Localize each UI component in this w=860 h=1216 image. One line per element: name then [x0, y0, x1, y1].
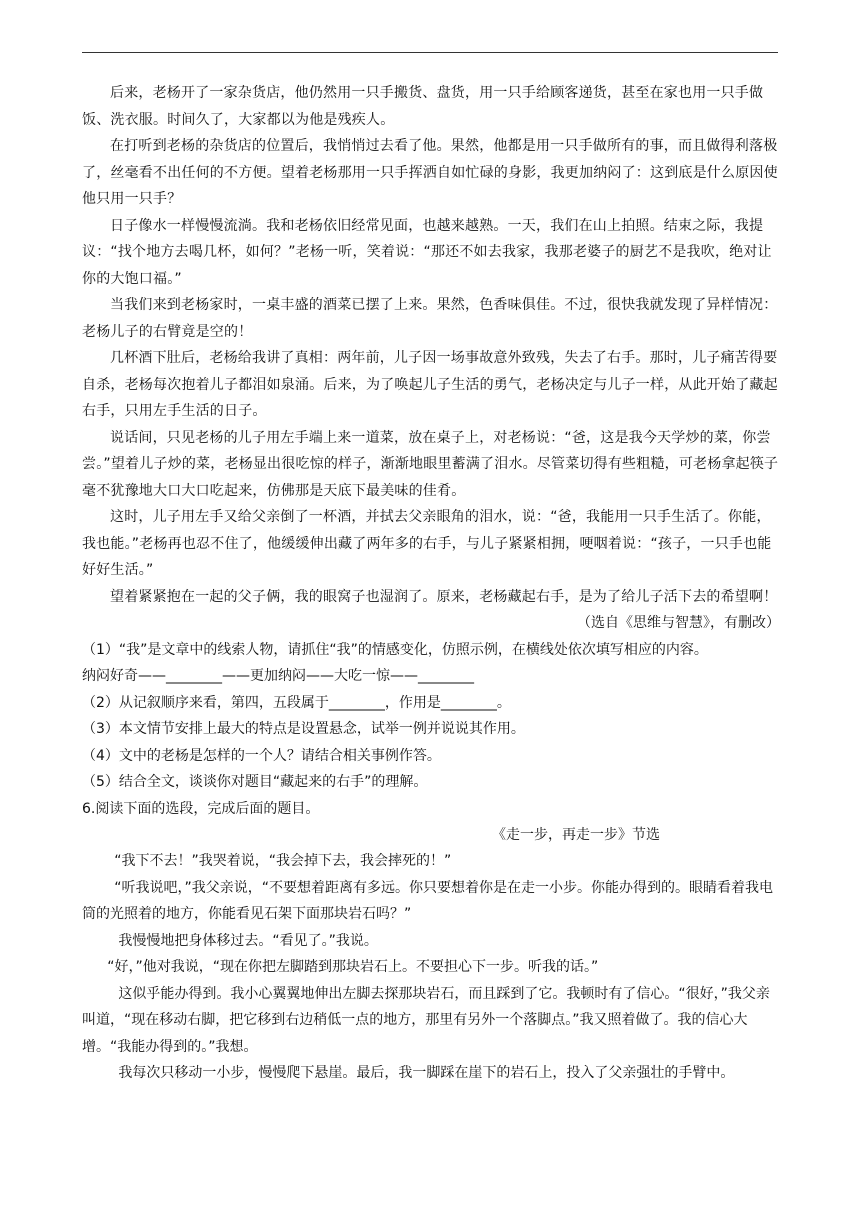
question-1: （1）“我”是文章中的线索人物，请抓住“我”的情感变化，仿照示例，在横线处依次填写相应的内容。 — [82, 641, 708, 658]
paragraph-6: 说话间，只见老杨的儿子用左手端上来一道菜，放在桌子上，对老杨说：“爸，这是我今天学炒的菜，你尝尝。”望着儿子炒的菜，老杨显出很吃惊的样子，渐渐地眼里蓄满了泪水。尽管菜切得有些粗糙，可老杨拿起筷子毫不犹豫地大口大口吃起来，仿佛那是天底下最美味的佳肴。 — [82, 429, 779, 499]
paragraph-3: 日子像水一样慢慢流淌。我和老杨依旧经常见面，也越来越熟。一天，我们在山上拍照。结束之际，我提议：“找个地方去喝几杯，如何？”老杨一听，笑着说：“那还不如去我家，我那老婆子的厨艺不是我吹，绝对让你的大饱口福。” — [82, 217, 772, 287]
paragraph-2: 在打听到老杨的杂货店的位置后，我悄悄过去看了他。果然，他都是用一只手做所有的事，而且做得利落极了，丝毫看不出任何的不方便。望着老杨那用一只手挥洒自如忙碌的身影，我更加纳闷了：这到底是什么原因使他只用一只手？ — [82, 138, 778, 207]
paragraph-7: 这时，儿子用左手又给父亲倒了一杯酒，并拭去父亲眼角的泪水，说：“爸，我能用一只手生活了。你能，我也能。”老杨再也忍不住了，他缓缓伸出藏了两年多的右手，与儿子紧紧相拥，哽咽着说：“孩子，一只手也能好好生活。” — [82, 509, 772, 578]
excerpt-line-5: 这似乎能办得到。我小心翼翼地伸出左脚去探那块岩石，而且踩到了它。我顿时有了信心。“很好，”我父亲叫道，“现在移动右脚，把它移到右边稍低一点的地方，那里有另外一个落脚点。”我又照着做了。我的信心大增。“我能办得到的。”我想。 — [82, 985, 770, 1055]
question-5: （5）结合全文，谈谈你对题目“藏起来的右手”的理解。 — [82, 774, 428, 790]
question-4: （4）文中的老杨是怎样的一个人？请结合相关事例作答。 — [82, 747, 441, 764]
excerpt-line-6: 我每次只移动一小步，慢慢爬下悬崖。最后，我一脚踩在崖下的岩石上，投入了父亲强壮的手臂中。 — [118, 1065, 735, 1081]
question-1-answer-line: 纳闷好奇——________——更加纳闷——大吃一惊——________ — [82, 668, 474, 684]
question-3: （3）本文情节安排上最大的特点是设置悬念，试举一例并说说其作用。 — [82, 721, 525, 737]
excerpt-line-3: 我慢慢地把身体移过去。“看见了。”我说。 — [118, 932, 378, 949]
header-rule — [82, 52, 778, 53]
question-2: （2）从记叙顺序来看，第四，五段属于________，作用是________。 — [82, 694, 511, 711]
excerpt-line-1: “我下不去！”我哭着说，“我会掉下去，我会摔死的！” — [114, 853, 452, 869]
excerpt-title: 《走一步，再走一步》节选 — [492, 827, 660, 843]
paragraph-5: 几杯酒下肚后，老杨给我讲了真相：两年前，儿子因一场事故意外致残，失去了右手。那时，儿子痛苦得要自杀，老杨每次抱着儿子都泪如泉涌。后来，为了唤起儿子生活的勇气，老杨决定与儿子一样，从此开始了藏起右手，只用左手生活的日子。 — [82, 350, 778, 419]
paragraph-4: 当我们来到老杨家时，一桌丰盛的酒菜已摆了上来。果然，色香味俱佳。不过，很快我就发现了异样情况：老杨儿子的右臂竟是空的！ — [82, 297, 778, 340]
section-6-heading: 6.阅读下面的选段，完成后面的题目。 — [82, 800, 320, 817]
source-citation: （选自《思维与智慧》，有删改） — [577, 615, 780, 631]
paragraph-1: 后来，老杨开了一家杂货店，他仍然用一只手搬货、盘货，用一只手给顾客递货，甚至在家也用一只手做饭、洗衣服。时间久了，大家都以为他是残疾人。 — [82, 85, 764, 128]
document-page — [82, 80, 780, 1087]
excerpt-line-2: “听我说吧，”我父亲说，“不要想着距离有多远。你只要想着你是在走一小步。你能办得到的。眼睛看着我电筒的光照着的地方，你能看见石架下面那块岩石吗？” — [82, 879, 773, 922]
paragraph-8: 望着紧紧抱在一起的父子俩，我的眼窝子也湿润了。原来，老杨藏起右手，是为了给儿子活下去的希望啊！ — [110, 588, 778, 605]
excerpt-line-4: “好，”他对我说，“现在你把左脚踏到那块岩石上。不要担心下一步。听我的话。” — [107, 959, 599, 975]
